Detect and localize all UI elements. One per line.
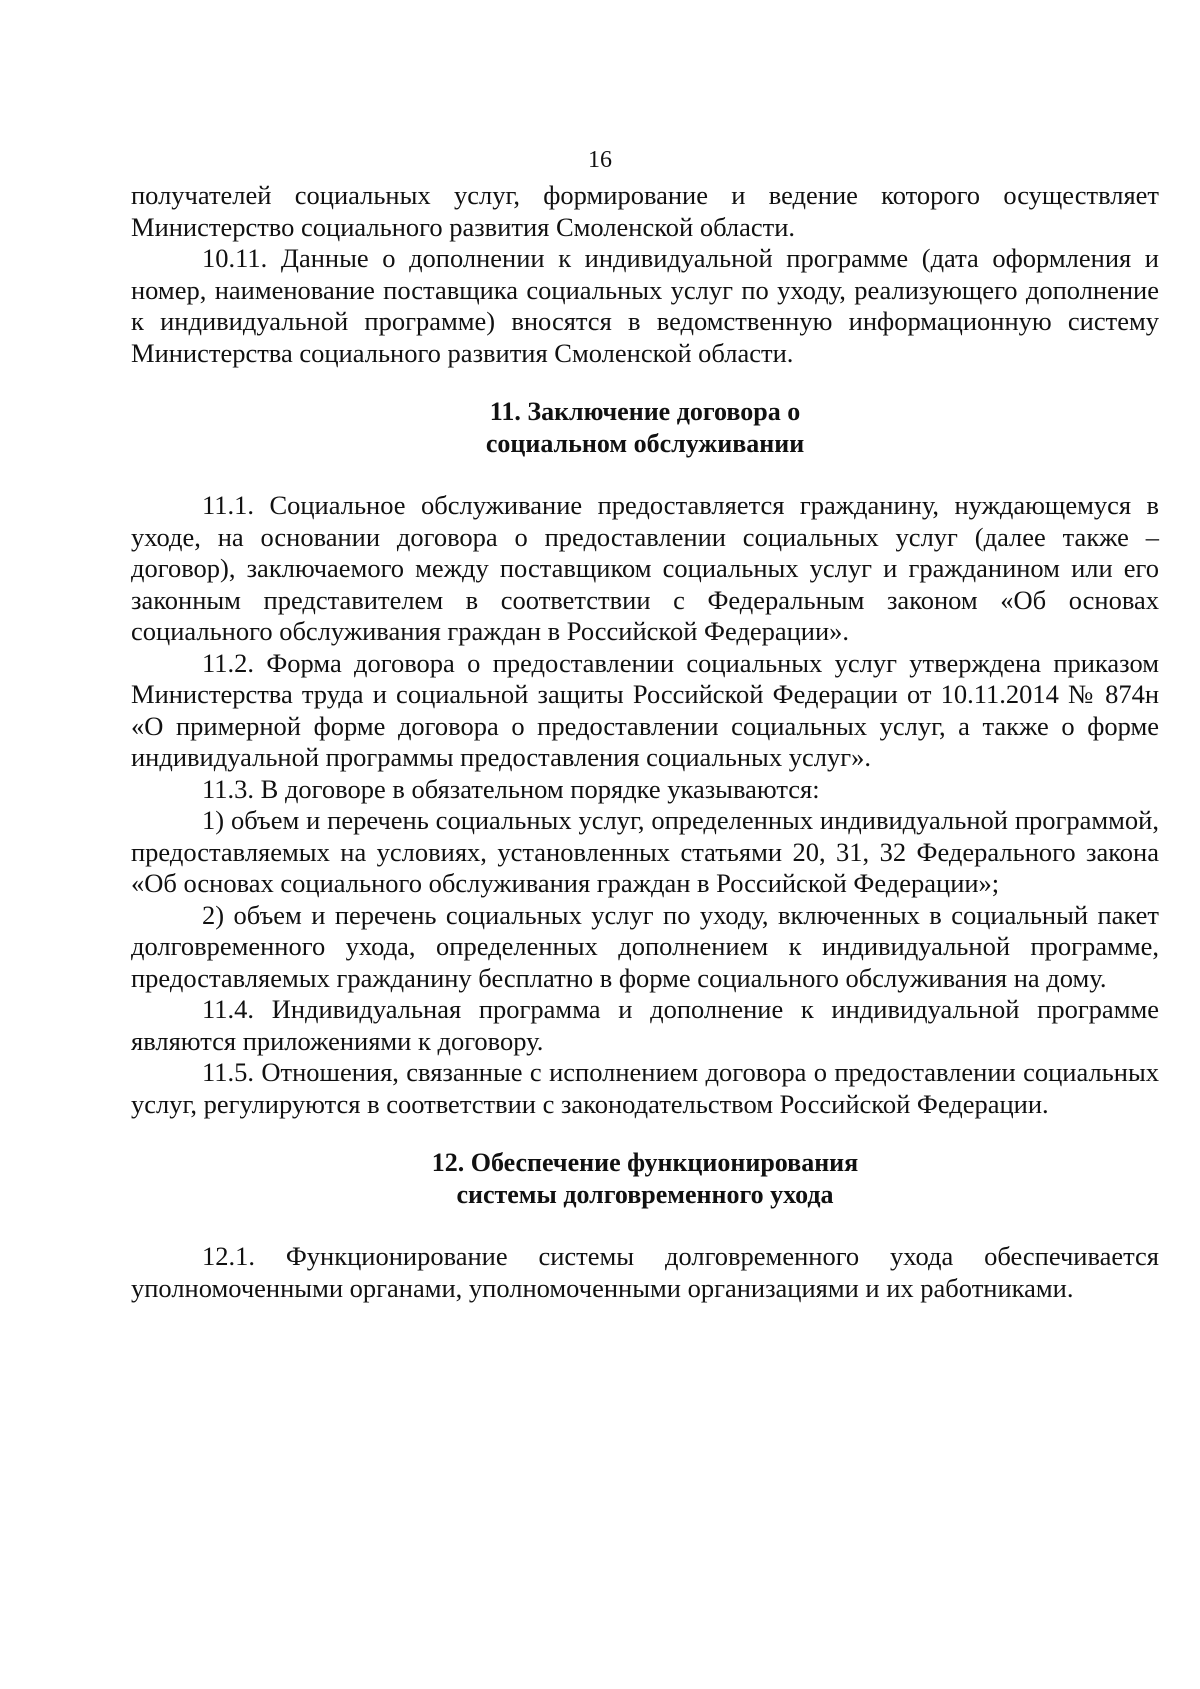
section-11-heading-line1: 11. Заключение договора о — [489, 397, 801, 426]
paragraph-11-2: 11.2. Форма договора о предоставлении социальных услуг утверждена приказом Министерства труда и социальной защиты Российской Федерации от 10.11.2014 № 874н «О примерной форме договора о предоставлении социальных услуг, а также о форме индивидуальной программы предоставления социальных услуг». — [131, 647, 1159, 772]
spacer — [131, 1120, 1159, 1147]
paragraph-continuation: получателей социальных услуг, формирование и ведение которого осуществляет Министерство социального развития Смоленской области. — [131, 180, 1159, 242]
page-number: 16 — [588, 147, 612, 173]
section-11-heading-line2: социальном обслуживании — [485, 428, 805, 458]
paragraph-10-11: 10.11. Данные о дополнении к индивидуальной программе (дата оформления и номер, наименование поставщика социальных услуг по уходу, реализующего дополнение к индивидуальной программе) вносятся в ведомственную информационную систему Министерства социального развития Смоленской области. — [131, 243, 1159, 368]
paragraph-11-3-item-2: 2) объем и перечень социальных услуг по уходу, включенных в социальный пакет долговременного ухода, определенных дополнением к индивидуальной программе, предоставляемых гражданину бесплатно в форме социального обслуживания на дому. — [131, 899, 1159, 993]
spacer — [131, 1210, 1159, 1241]
paragraph-11-1: 11.1. Социальное обслуживание предоставляется гражданину, нуждающемуся в уходе, на основании договора о предоставлении социальных услуг (далее также – договор), заключаемого между поставщиком социальных услуг и гражданином или его законным представителем в соответствии с Федеральным законом «Об основах социального обслуживания граждан в Российской Федерации». — [131, 490, 1159, 646]
section-12-heading-line2: системы долговременного ухода — [456, 1179, 834, 1209]
document-body — [131, 180, 1159, 1304]
paragraph-11-4: 11.4. Индивидуальная программа и дополнение к индивидуальной программе являются приложениями к договору. — [131, 994, 1159, 1056]
section-12-heading-line1: 12. Обеспечение функционирования — [431, 1148, 859, 1177]
spacer — [131, 369, 1159, 396]
paragraph-11-3-item-1: 1) объем и перечень социальных услуг, определенных индивидуальной программой, предоставляемых на условиях, установленных статьями 20, 31, 32 Федерального закона «Об основах социального обслуживания граждан в Российской Федерации»; — [131, 805, 1159, 898]
paragraph-11-5: 11.5. Отношения, связанные с исполнением договора о предоставлении социальных услуг, регулируются в соответствии с законодательством Российской Федерации. — [131, 1057, 1159, 1119]
spacer — [131, 459, 1159, 490]
paragraph-12-1: 12.1. Функционирование системы долговременного ухода обеспечивается уполномоченными органами, уполномоченными организациями и их работниками. — [131, 1241, 1159, 1303]
paragraph-11-3: 11.3. В договоре в обязательном порядке указываются: — [202, 773, 820, 804]
